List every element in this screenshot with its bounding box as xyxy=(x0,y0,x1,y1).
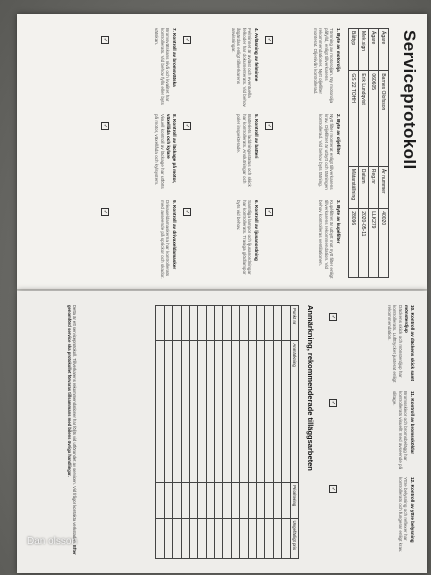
checklist-section xyxy=(397,477,415,559)
remarks-cell[interactable] xyxy=(248,518,256,559)
remarks-cell[interactable] xyxy=(181,518,189,559)
remarks-cell[interactable] xyxy=(282,483,290,518)
checkbox-checked-icon[interactable]: ✓ xyxy=(184,209,190,215)
info-value: 2020-05-11 xyxy=(359,209,369,278)
remarks-cell[interactable] xyxy=(215,483,223,518)
remarks-cell[interactable] xyxy=(206,518,214,559)
remarks-cell[interactable] xyxy=(164,518,172,559)
footnote-bold: Efter genomförd service ska protokollet förvaras tillsammans med bilens övriga handlingar. xyxy=(66,305,77,555)
remarks-row xyxy=(215,306,223,559)
back-page xyxy=(17,291,427,573)
info-label: Datum xyxy=(359,166,369,208)
remarks-cell[interactable] xyxy=(273,306,281,341)
checkbox-checked-icon[interactable]: ✓ xyxy=(102,209,108,215)
front-page xyxy=(17,14,427,289)
checklist-section xyxy=(312,28,341,108)
photographer-watermark: Dan olsson xyxy=(27,536,78,547)
remarks-column-header: Punkt nr xyxy=(290,306,298,341)
section-text: Bromsvätskans nivå och kvalitet har kontrollerats. Vid behov fylls eller byts vätskan. xyxy=(154,28,171,105)
checkbox-checked-icon[interactable]: ✓ xyxy=(266,123,272,129)
checkbox-checked-icon[interactable]: ✓ xyxy=(330,400,336,406)
checklist-section xyxy=(236,114,259,194)
checklist-section xyxy=(230,28,259,108)
remarks-column-header: Anmärkning xyxy=(290,341,298,483)
info-row xyxy=(359,29,369,278)
section-heading: 1. Byte av motorolja xyxy=(336,28,341,72)
info-label: Mätarställning xyxy=(349,166,359,208)
checkbox-checked-icon[interactable]: ✓ xyxy=(102,37,108,43)
info-row xyxy=(379,29,389,278)
remarks-row xyxy=(231,306,239,559)
remarks-row xyxy=(181,306,189,559)
remarks-row xyxy=(189,306,197,559)
remarks-cell[interactable] xyxy=(189,306,197,341)
remarks-row xyxy=(257,306,265,559)
remarks-cell[interactable] xyxy=(181,341,189,483)
remarks-cell[interactable] xyxy=(173,483,181,518)
remarks-cell[interactable] xyxy=(273,483,281,518)
remarks-cell[interactable] xyxy=(231,306,239,341)
section-text: Samtliga lampor och ljusanordningar har kontrollerats. Trasiga glödlampor byts vid behov. xyxy=(236,200,253,275)
section-heading: 6. Kontroll av ljusanordning xyxy=(254,200,259,261)
section-heading: 4. Avläsning av felminne xyxy=(254,28,259,82)
checkbox-checked-icon[interactable]: ✓ xyxy=(266,37,272,43)
remarks-cell[interactable] xyxy=(215,306,223,341)
section-heading: 2. Byte av oljefilter xyxy=(336,114,341,155)
remarks-cell[interactable] xyxy=(265,306,273,341)
info-value: GS 22 TOHH xyxy=(349,71,359,167)
info-value: LLK279 xyxy=(369,209,379,278)
info-value: Barnes Olofsson xyxy=(379,71,389,167)
info-label: Reg.nr xyxy=(369,166,379,208)
remarks-column-header: Prioritering xyxy=(290,483,298,518)
remarks-cell[interactable] xyxy=(198,341,206,483)
checkbox-checked-icon[interactable]: ✓ xyxy=(184,37,190,43)
section-heading: 11. Kontroll av bromssköldar xyxy=(410,391,415,455)
checklist-section xyxy=(236,200,259,280)
remarks-cell[interactable] xyxy=(231,341,239,483)
remarks-row xyxy=(248,306,256,559)
section-text: Bromsskivor och bromsbelägg har kontrollerats visuellt med avseende på slitage. xyxy=(392,391,409,470)
remarks-cell[interactable] xyxy=(265,341,273,483)
remarks-cell[interactable] xyxy=(173,341,181,483)
remarks-title: Anmärkning, rekommenderade tilläggsarbeten xyxy=(306,305,315,471)
section-heading: 12. Kontroll av yttre belysning xyxy=(410,477,415,543)
remarks-cell[interactable] xyxy=(198,306,206,341)
section-text: Felminnet är avläst och eventuella felkoder har dokumenterats. Vid behov åtgärdas enligt tillverkarens anvisningar. xyxy=(230,28,253,107)
remarks-cell[interactable] xyxy=(257,483,265,518)
remarks-cell[interactable] xyxy=(257,306,265,341)
remarks-cell[interactable] xyxy=(248,341,256,483)
remarks-cell[interactable] xyxy=(240,483,248,518)
remarks-column-header: Ungefärligt pris xyxy=(290,518,298,559)
remarks-cell[interactable] xyxy=(257,341,265,483)
section-text: Tömning av motoroljan. Ny motorolja påfylld, enligt tillverkarens rekommendationer. Nytt oljefilter monterat. Oljenivån kontrollerad. xyxy=(312,28,335,104)
remarks-cell[interactable] xyxy=(164,306,172,341)
checklist-section xyxy=(318,114,341,194)
info-value: 28096 xyxy=(349,209,359,278)
section-heading: 10. Kontroll av däckens skick samt mönsterdjup xyxy=(404,305,415,382)
remarks-cell[interactable] xyxy=(215,341,223,483)
remarks-cell[interactable] xyxy=(189,341,197,483)
remarks-table xyxy=(155,305,299,559)
remarks-cell[interactable] xyxy=(231,518,239,559)
remarks-cell[interactable] xyxy=(248,306,256,341)
checkbox-checked-icon[interactable]: ✓ xyxy=(266,209,272,215)
remarks-row xyxy=(164,306,172,559)
remarks-cell[interactable] xyxy=(265,518,273,559)
remarks-row xyxy=(198,306,206,559)
remarks-cell[interactable] xyxy=(164,341,172,483)
remarks-row xyxy=(206,306,214,559)
section-heading: 9. Kontroll av drivaxeldamasker xyxy=(172,200,177,270)
section-heading: 3. Byte av kupéfilter xyxy=(336,200,341,244)
info-label: Ägare xyxy=(369,29,379,71)
checkbox-checked-icon[interactable]: ✓ xyxy=(184,123,190,129)
remarks-cell[interactable] xyxy=(189,483,197,518)
remarks-row xyxy=(240,306,248,559)
info-table xyxy=(348,28,389,278)
remarks-cell[interactable] xyxy=(257,518,265,559)
remarks-cell[interactable] xyxy=(282,518,290,559)
section-heading: 7. Kontroll av bromsvätska xyxy=(172,28,177,87)
remarks-cell[interactable] xyxy=(156,518,164,559)
info-row xyxy=(369,29,379,278)
checklist-section xyxy=(318,200,341,280)
remarks-cell[interactable] xyxy=(282,341,290,483)
remarks-row xyxy=(265,306,273,559)
section-text: Kupéfiltret är utbytt mot nytt filter enligt tillverkarens rekommendation. Vid behov kontrolleras ventilationen. xyxy=(318,200,335,279)
section-heading: 5. Kontroll av batteri xyxy=(254,114,259,159)
remarks-cell[interactable] xyxy=(282,306,290,341)
section-text: Nytt filter monterat enligt tillverkarens krav. Oljefiltret är utbytt och tätningen kontrollerad. Vid behov byts tätning. xyxy=(318,114,335,190)
remarks-cell[interactable] xyxy=(248,483,256,518)
section-text: Yttre belysning och reflexer har kontrollerats och fungerar enligt krav. xyxy=(397,477,409,553)
section-text: Drivaxeldamaskerna har kontrollerats med avseende på sprickor och skador. xyxy=(159,200,171,279)
checkbox-checked-icon[interactable]: ✓ xyxy=(102,123,108,129)
info-label: Ägare xyxy=(379,29,389,71)
remarks-cell[interactable] xyxy=(156,483,164,518)
remarks-cell[interactable] xyxy=(156,306,164,341)
remarks-cell[interactable] xyxy=(215,518,223,559)
checklist-section xyxy=(159,200,177,280)
checkbox-checked-icon[interactable]: ✓ xyxy=(330,486,336,492)
remarks-cell[interactable] xyxy=(231,483,239,518)
info-label: År nummer xyxy=(379,166,389,208)
remarks-cell[interactable] xyxy=(265,483,273,518)
info-value: Erik Lundqvist xyxy=(359,71,369,167)
remarks-cell[interactable] xyxy=(240,306,248,341)
info-value: 060605 xyxy=(369,71,379,167)
info-label: Mek.sign xyxy=(359,29,369,71)
checklist-section xyxy=(392,391,415,473)
remarks-row xyxy=(223,306,231,559)
remarks-cell[interactable] xyxy=(273,341,281,483)
remarks-cell[interactable] xyxy=(198,483,206,518)
remarks-row xyxy=(282,306,290,559)
remarks-cell[interactable] xyxy=(189,518,197,559)
info-label: Båttyp xyxy=(349,29,359,71)
remarks-cell[interactable] xyxy=(164,483,172,518)
section-text: Visuell kontroll av läckage har utförts på motor, växellåda och kylsystem. xyxy=(154,114,165,189)
remarks-cell[interactable] xyxy=(181,483,189,518)
remarks-cell[interactable] xyxy=(206,306,214,341)
section-text: Däckens skick och mönsterdjup har kontrollerats. Lufttrycket justerat enligt rekommendation. xyxy=(386,305,403,383)
remarks-cell[interactable] xyxy=(173,306,181,341)
remarks-cell[interactable] xyxy=(206,483,214,518)
info-value: 40020 xyxy=(379,209,389,278)
remarks-cell[interactable] xyxy=(273,518,281,559)
checklist-section xyxy=(154,114,177,194)
info-row xyxy=(349,29,359,278)
remarks-cell[interactable] xyxy=(223,518,231,559)
remarks-row xyxy=(156,306,164,559)
remarks-row xyxy=(273,306,281,559)
remarks-cell[interactable] xyxy=(223,341,231,483)
section-text: Batteriets laddningsstatus och skick har kontrollerats. Anslutningar och poler inspekterade. xyxy=(236,114,253,187)
remarks-cell[interactable] xyxy=(240,341,248,483)
remarks-cell[interactable] xyxy=(223,306,231,341)
checkbox-checked-icon[interactable]: ✓ xyxy=(330,314,336,320)
remarks-row xyxy=(173,306,181,559)
footnote-text: Detta är ett serviceprotokoll. Tillverkarens rekommendationer har följts vid utförandet av servicen. Vid frågor kontakta verkstaden. xyxy=(72,305,77,544)
footnote xyxy=(67,305,77,559)
remarks-cell[interactable] xyxy=(181,306,189,341)
remarks-cell[interactable] xyxy=(198,518,206,559)
remarks-cell[interactable] xyxy=(223,483,231,518)
checklist-section xyxy=(386,305,415,387)
remarks-cell[interactable] xyxy=(206,341,214,483)
checklist-section xyxy=(154,28,177,108)
page-title: Serviceprotokoll xyxy=(400,30,419,170)
service-booklet xyxy=(0,6,427,575)
remarks-cell[interactable] xyxy=(156,341,164,483)
remarks-cell[interactable] xyxy=(240,518,248,559)
remarks-cell[interactable] xyxy=(173,518,181,559)
section-heading: 8. Kontroll av läckage på motor, växellåda och kylare xyxy=(166,114,177,184)
